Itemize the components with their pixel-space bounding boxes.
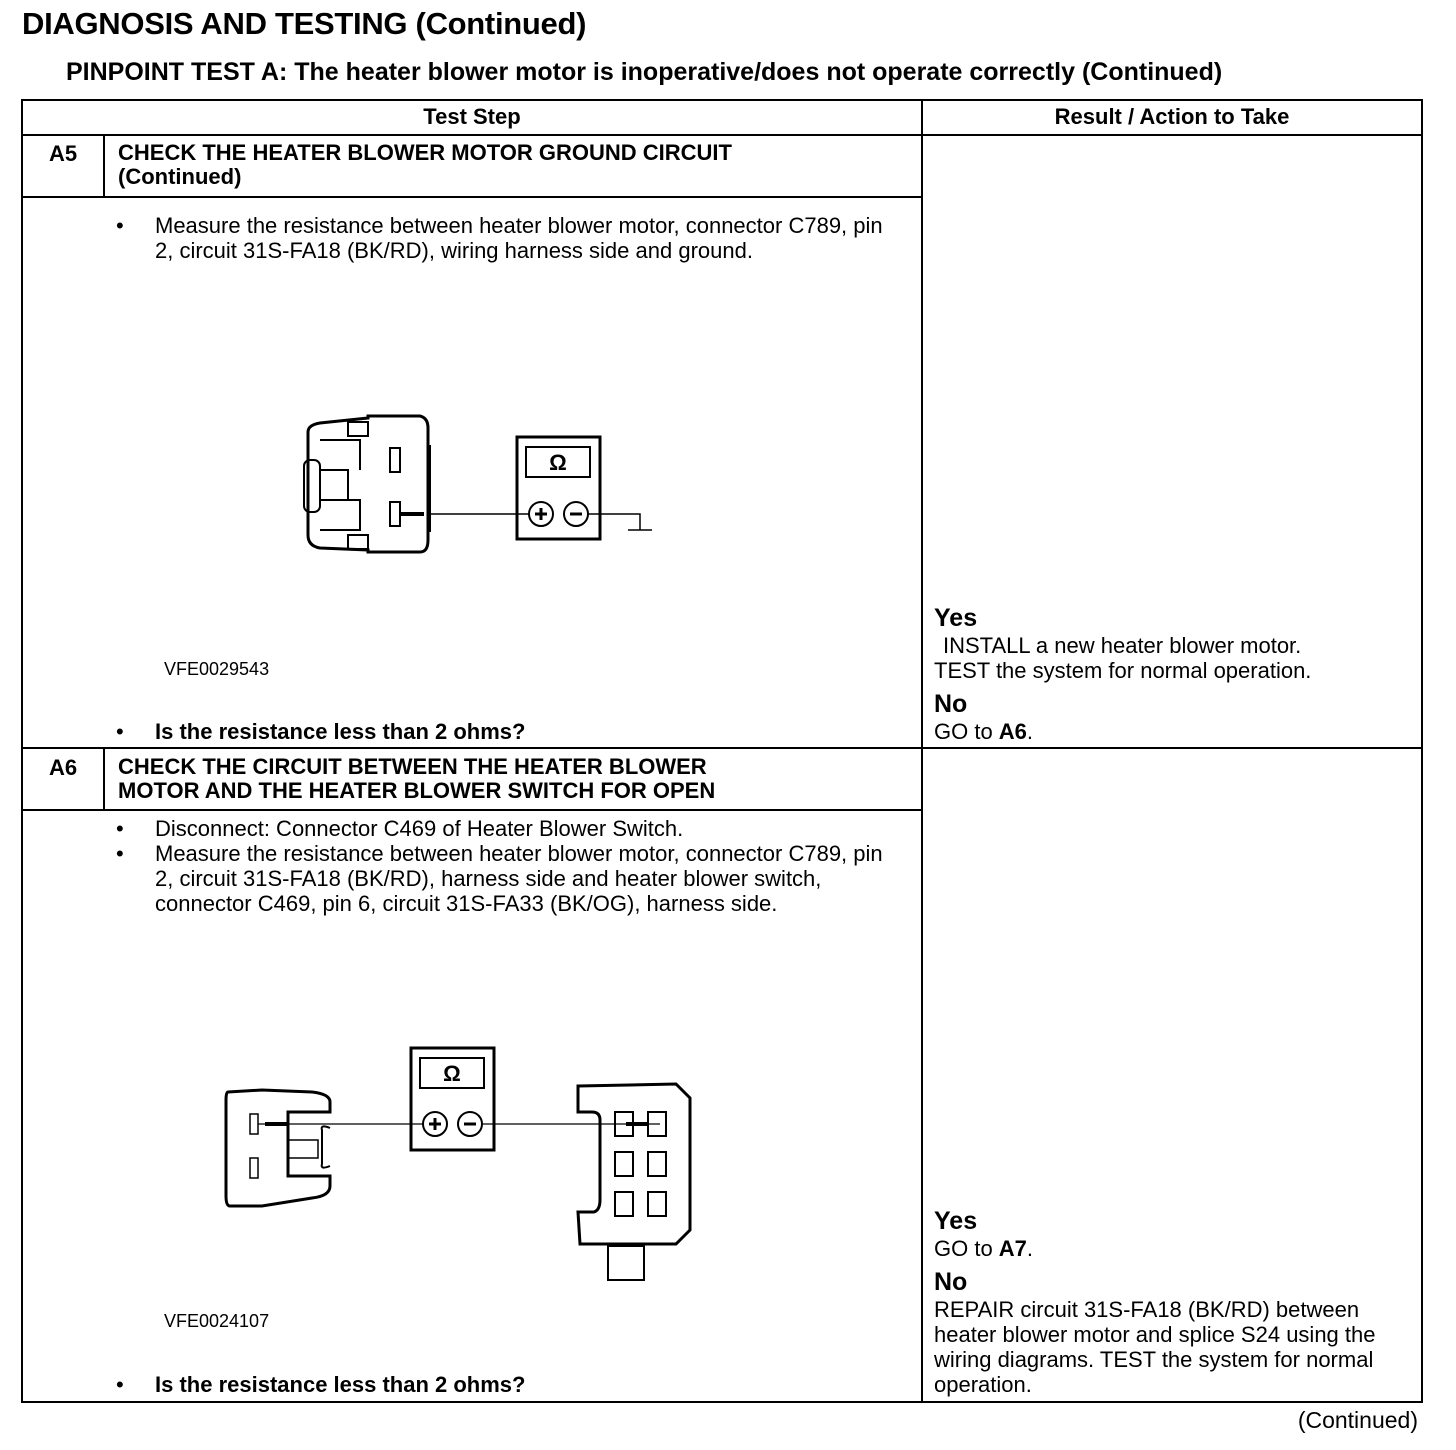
column-header-test-step: Test Step xyxy=(423,104,521,129)
step-question: Is the resistance less than 2 ohms? xyxy=(155,1372,526,1397)
step-instruction: Measure the resistance between heater blower motor, connector C789, pin 2, circuit 31S-FA18 (BK/RD), wiring harness side and ground. xyxy=(155,213,883,263)
step-title-line: MOTOR AND THE HEATER BLOWER SWITCH FOR OPEN xyxy=(118,778,716,803)
ground-icon xyxy=(588,514,652,530)
connector-c789-diagram xyxy=(304,416,430,552)
figure-id: VFE0024107 xyxy=(164,1311,270,1331)
ohm-symbol: Ω xyxy=(549,450,567,475)
ohm-symbol: Ω xyxy=(443,1061,461,1086)
connector-c469-diagram xyxy=(578,1084,690,1280)
bullet: • xyxy=(116,213,124,238)
result-yes-label: Yes xyxy=(934,604,978,632)
bullet: • xyxy=(116,816,124,841)
bullet: • xyxy=(116,1372,124,1397)
page-title: DIAGNOSIS AND TESTING (Continued) xyxy=(22,6,587,41)
connector-c789-diagram-2 xyxy=(226,1090,330,1206)
step-id: A6 xyxy=(48,755,78,780)
pinpoint-test-title: PINPOINT TEST A: The heater blower motor is inoperative/does not operate correctly (Continued) xyxy=(66,58,1223,86)
result-no-action: REPAIR circuit 31S-FA18 (BK/RD) between heater blower motor and splice S24 using the wiring diagrams. TEST the system for normal operation. xyxy=(934,1297,1376,1397)
action-text: . xyxy=(1026,719,1034,744)
bullet: • xyxy=(116,719,124,744)
step-id: A5 xyxy=(48,141,78,166)
figure-id: VFE0029543 xyxy=(164,659,270,679)
continued-note: (Continued) xyxy=(1297,1407,1418,1433)
bullet: • xyxy=(116,841,124,866)
action-line: INSTALL a new heater blower motor. xyxy=(943,633,1302,658)
result-yes-label: Yes xyxy=(934,1207,978,1235)
step-title-line: (Continued) xyxy=(118,164,242,189)
column-header-result: Result / Action to Take xyxy=(1054,104,1290,129)
action-text: . xyxy=(1026,1236,1034,1261)
action-text: GO to xyxy=(934,1236,999,1261)
step-question: Is the resistance less than 2 ohms? xyxy=(155,719,526,744)
result-no-label: No xyxy=(934,690,968,718)
step-instruction: Measure the resistance between heater blower motor, connector C789, pin 2, circuit 31S-FA18 (BK/RD), harness side and heater blower switch, connector C469, pin 6, circuit 31S-FA33 (BK/OG), harness side. xyxy=(155,841,883,916)
action-line: TEST the system for normal operation. xyxy=(934,658,1312,683)
step-title-line: CHECK THE CIRCUIT BETWEEN THE HEATER BLOWER xyxy=(118,754,707,779)
result-no-label: No xyxy=(934,1268,968,1296)
step-title-line: CHECK THE HEATER BLOWER MOTOR GROUND CIRCUIT xyxy=(118,140,732,165)
step-link[interactable]: A6 xyxy=(998,719,1027,744)
step-link[interactable]: A7 xyxy=(998,1236,1027,1261)
step-instruction: Disconnect: Connector C469 of Heater Blower Switch. xyxy=(155,816,684,841)
action-text: GO to xyxy=(934,719,999,744)
